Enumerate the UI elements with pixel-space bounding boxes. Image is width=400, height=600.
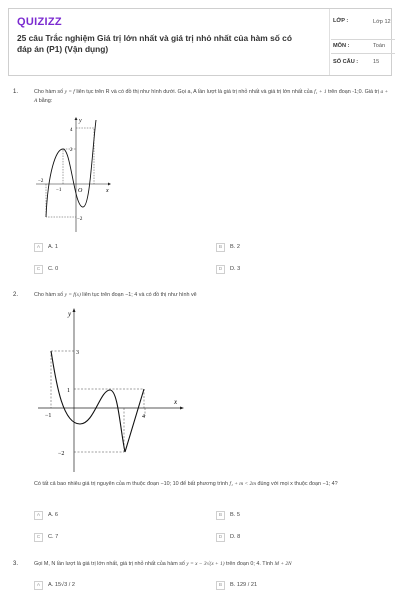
guide-dash	[63, 149, 76, 184]
subject-label: MÔN :	[333, 43, 350, 49]
meta-divider	[331, 39, 395, 40]
answer-option-a[interactable]	[34, 510, 58, 520]
question-number: 3.	[13, 561, 19, 567]
answer-option-a[interactable]	[34, 580, 75, 590]
y-axis-label: y	[79, 118, 82, 124]
guide-dash	[76, 128, 94, 184]
option-letter-box: D	[216, 533, 225, 542]
option-text: A. 6	[48, 512, 58, 518]
question-text: Cho hàm số y = f liên tục trên R và có đồ thị như hình dưới. Gọi a, A lần lượt là giá trị nhỏ nhất và giá trị lớn nhất của f₁ + 1 trên đoạn -1;0. Giá trị a + A bằng:	[34, 89, 389, 104]
question-number: 2.	[13, 292, 19, 298]
option-letter-box: B	[216, 581, 225, 590]
option-text: B. 5	[230, 512, 240, 518]
count-value: 15	[373, 59, 380, 65]
header-divider	[329, 9, 330, 75]
option-letter-box: D	[216, 265, 225, 274]
class-label: LỚP :	[333, 18, 349, 24]
option-text: A. 15√3 / 2	[48, 582, 76, 588]
function-curve	[46, 120, 96, 217]
class-value: Lớp 12	[373, 19, 391, 25]
option-letter-box: A	[34, 581, 43, 590]
tick-label: 3	[76, 350, 79, 356]
answer-option-b[interactable]	[216, 242, 240, 252]
option-text: C. 0	[48, 266, 59, 272]
tick-label: −2	[58, 451, 65, 457]
subject-value: Toán	[373, 43, 386, 49]
count-label: SỐ CÂU :	[333, 59, 359, 65]
tick-label: 4	[70, 128, 73, 133]
question-text: Gọi M, N lần lượt là giá trị lớn nhất, giá trị nhỏ nhất của hàm số y = x − 3√(x + 1) trên đoạn 0; 4. Tính M + 2N	[34, 561, 292, 567]
y-arrow	[75, 117, 78, 120]
option-letter-box: C	[34, 265, 43, 274]
answer-option-b[interactable]	[216, 580, 257, 590]
x-arrow	[180, 407, 184, 410]
question-text: Cho hàm số y = f(x) liên tục trên đoạn −1; 4 và có đồ thị như hình vẽ	[34, 292, 197, 298]
option-text: A. 1	[48, 244, 58, 250]
y-arrow	[73, 308, 76, 312]
y-axis-label: y	[68, 310, 72, 318]
option-text: C. 7	[48, 534, 59, 540]
option-letter-box: C	[34, 533, 43, 542]
answer-option-a[interactable]	[34, 242, 58, 252]
question-number: 1.	[13, 89, 19, 95]
tick-label: −2	[38, 179, 44, 184]
x-arrow	[108, 183, 111, 186]
answer-option-c[interactable]	[34, 532, 58, 542]
option-letter-box: B	[216, 511, 225, 520]
option-letter-box: A	[34, 511, 43, 520]
function-graph-1	[34, 112, 114, 237]
tick-label: 1	[67, 388, 70, 394]
answer-option-d[interactable]	[216, 264, 240, 274]
tick-label: −2	[77, 217, 83, 222]
answer-option-c[interactable]	[34, 264, 58, 274]
tick-label: −1	[56, 188, 62, 193]
answer-option-d[interactable]	[216, 532, 240, 542]
tick-label: −1	[45, 413, 52, 419]
option-text: B. 129 / 21	[230, 582, 258, 588]
question-text: Có tất cả bao nhiêu giá trị nguyên của m thuộc đoạn −10; 10 để bất phương trình f₁ + m < 2m đúng với mọi x thuộc đoạn −1; 4?	[34, 481, 338, 487]
meta-divider	[331, 53, 395, 54]
function-graph-2	[34, 304, 194, 474]
option-letter-box: A	[34, 243, 43, 252]
option-letter-box: B	[216, 243, 225, 252]
x-axis-label: x	[106, 188, 109, 194]
worksheet-title: 25 câu Trắc nghiệm Giá trị lớn nhất và giá trị nhỏ nhất của hàm số có đáp án (P1) (Vận dụng)	[17, 33, 292, 54]
option-text: B. 2	[230, 244, 240, 250]
option-text: D. 3	[230, 266, 241, 272]
worksheet-header	[8, 8, 392, 76]
answer-option-b[interactable]	[216, 510, 240, 520]
option-text: D. 8	[230, 534, 241, 540]
x-axis-label: x	[174, 398, 178, 406]
tick-label: 2	[70, 148, 73, 153]
origin-label: O	[78, 188, 83, 194]
quizizz-logo: QUIZIZZ	[17, 16, 62, 28]
function-curve	[51, 351, 144, 452]
tick-label: 4	[142, 414, 145, 420]
